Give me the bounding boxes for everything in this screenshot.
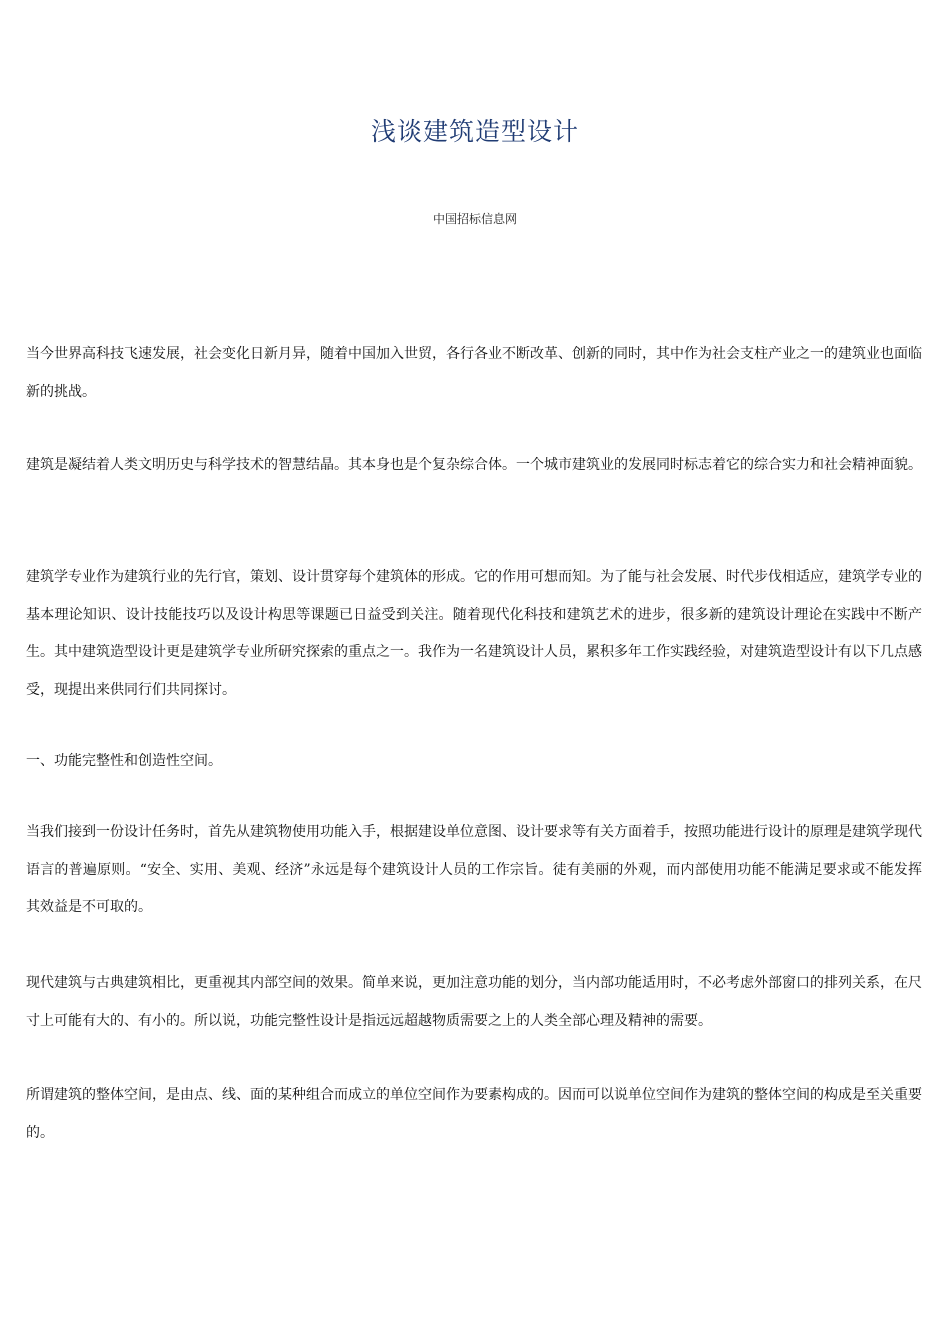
paragraph-design-task: 当我们接到一份设计任务时，首先从建筑物使用功能入手，根据建设单位意图、设计要求等有关方面着手，按照功能进行设计的原理是建筑学现代语言的普遍原则。“安全、实用、美观、经济”永远是每个建筑设计人员的工作宗旨。徒有美丽的外观，而内部使用功能不能满足要求或不能发挥其效益是不可取的。 bbox=[26, 824, 922, 915]
document-title: 浅谈建筑造型设计 bbox=[370, 117, 579, 146]
paragraph-architecture-major: 建筑学专业作为建筑行业的先行官，策划、设计贯穿每个建筑体的形成。它的作用可想而知。为了能与社会发展、时代步伐相适应，建筑学专业的基本理论知识、设计技能技巧以及设计构思等课题已日益受到关注。随着现代化科技和建筑艺术的进步，很多新的建筑设计理论在实践中不断产生。其中建筑造型设计更是建筑学专业所研究探索的重点之一。我作为一名建筑设计人员，累积多年工作实践经验，对建筑造型设计有以下几点感受，现提出来供同行们共同探讨。 bbox=[26, 569, 922, 698]
paragraph-overall-space: 所谓建筑的整体空间，是由点、线、面的某种组合而成立的单位空间作为要素构成的。因而可以说单位空间作为建筑的整体空间的构成是至关重要的。 bbox=[26, 1087, 922, 1141]
paragraph-architecture: 建筑是凝结着人类文明历史与科学技术的智慧结晶。其本身也是个复杂综合体。一个城市建筑业的发展同时标志着它的综合实力和社会精神面貌。 bbox=[26, 457, 922, 473]
section-heading-1: 一、功能完整性和创造性空间。 bbox=[26, 753, 222, 769]
paragraph-intro: 当今世界高科技飞速发展，社会变化日新月异，随着中国加入世贸，各行各业不断改革、创新的同时，其中作为社会支柱产业之一的建筑业也面临新的挑战。 bbox=[26, 346, 922, 400]
paragraph-modern-architecture: 现代建筑与古典建筑相比，更重视其内部空间的效果。简单来说，更加注意功能的划分，当内部功能适用时，不必考虑外部窗口的排列关系，在尺寸上可能有大的、有小的。所以说，功能完整性设计是指远远超越物质需要之上的人类全部心理及精神的需要。 bbox=[26, 975, 922, 1029]
document-source: 中国招标信息网 bbox=[432, 212, 517, 226]
